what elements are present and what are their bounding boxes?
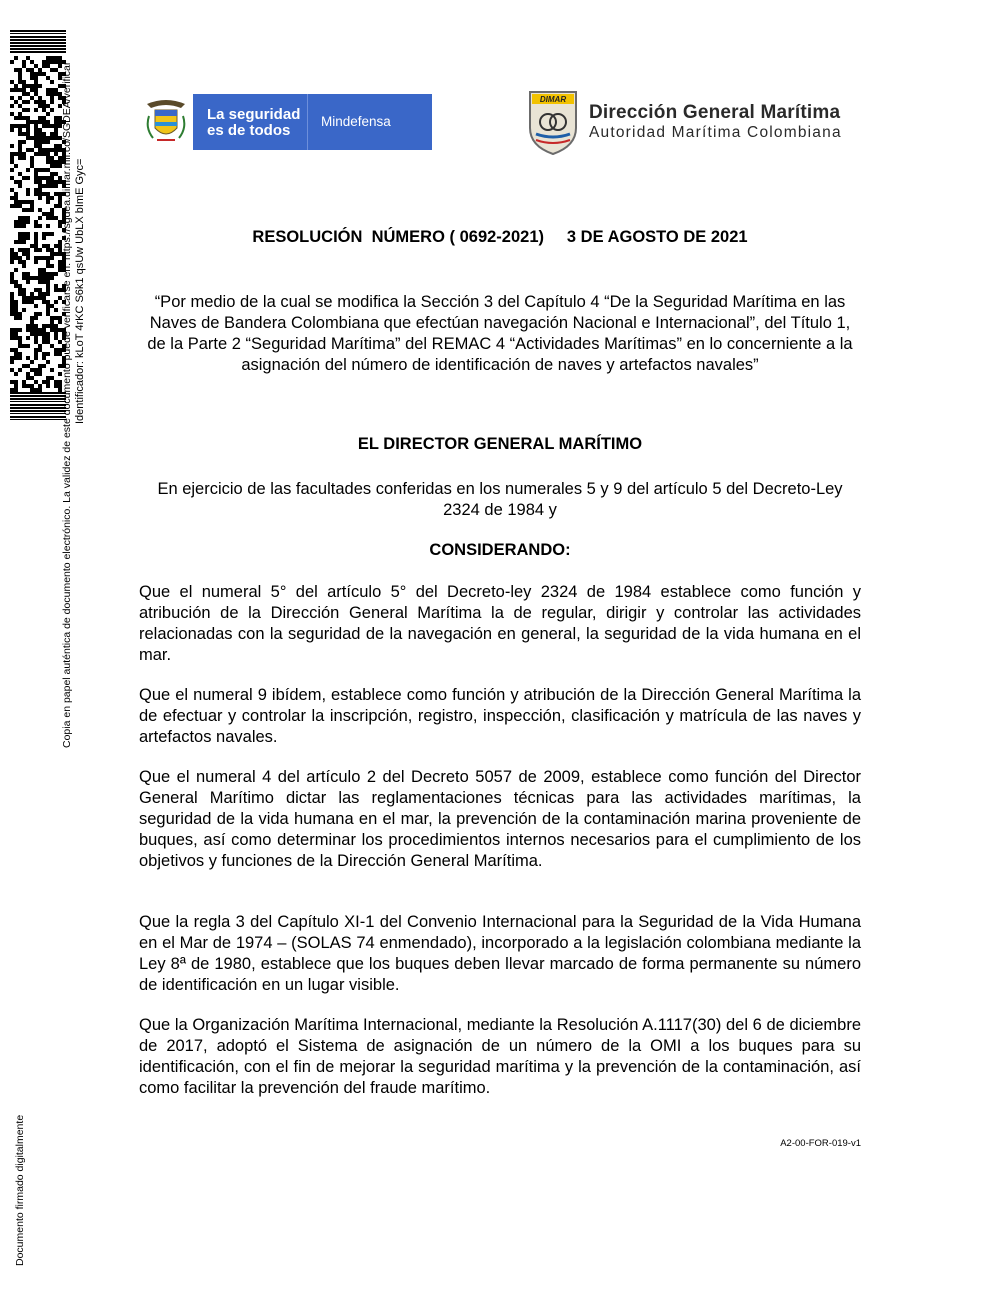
dimar-name: Dirección General Marítima (589, 102, 841, 123)
logo-divider (307, 94, 308, 150)
director-heading: EL DIRECTOR GENERAL MARÍTIMO (357, 435, 643, 453)
considering-paragraph: Que el numeral 5° del artículo 5° del Decreto-ley 2324 de 1984 establece como función y atribución de la Dirección General Marítima la de regular, dirigir y controlar las actividades relacionadas con la seguridad de la navegación en general, la seguridad de la vida humana en el mar. (139, 583, 861, 664)
considering-paragraph: Que la Organización Marítima Internacional, mediante la Resolución A.1117(30) del 6 de diciembre de 2017, adoptó el Sistema de asignación de un número de la OMI a los buques para su identificación, con el fin de mejorar la seguridad marítima y la prevención de la contaminación, así como facilitar la prevención del fraude marítimo. (139, 1016, 861, 1097)
government-logo (139, 94, 432, 150)
considering-paragraph: Que el numeral 4 del artículo 2 del Decreto 5057 de 2009, establece como función del Director General Marítimo dictar las reglamentaciones técnicas para las actividades marítimas, la seguridad de la vida humana en el mar, la prevención de la contaminación marina proveniente de buques, así como determinar los procedimientos internos necesarios para el cumplimiento de los objetivos y funciones de la Dirección General Marítima. (139, 768, 861, 870)
gov-logo-line1: La seguridad (207, 106, 301, 123)
document-identifier: Identificador: kLoT 4rKC S6k1 qsUw UbLX bImE Gyc= (74, 158, 86, 424)
resolution-subject: “Por medio de la cual se modifica la Sección 3 del Capítulo 4 “De la Seguridad Marítima en las Naves de Bandera Colombiana que efectúan navegación Nacional e Internacional”, del Título 1, de la Parte 2 “Seguridad Marítima” del REMAC 4 “Actividades Marítimas” en lo concerniente a la asignación del número de identificación de naves y artefactos navales” (147, 293, 853, 374)
document-barcode (10, 30, 66, 422)
considering-paragraph: Que el numeral 9 ibídem, establece como función y atribución de la Dirección General Marítima la de efectuar y controlar la inscripción, registro, inspección, clasificación y matrícula de las naves y artefactos navales. (139, 686, 861, 746)
ministry-name: Mindefensa (321, 114, 391, 129)
considering-paragraph: Que la regla 3 del Capítulo XI-1 del Convenio Internacional para la Seguridad de la Vida Humana en el Mar de 1974 – (SOLAS 74 enmendado), incorporado a la legislación colombiana mediante la Ley 8ª de 1980, establece que los buques deben llevar marcado de forma permanente su número de identificación en un lugar visible. (139, 913, 861, 994)
digitally-signed-notice: Documento firmado digitalmente (14, 1114, 26, 1266)
svg-text:DIMAR: DIMAR (539, 95, 567, 104)
colombia-coat-of-arms-icon (139, 94, 193, 150)
resolution-title: RESOLUCIÓN NÚMERO ( 0692-2021) 3 DE AGOSTO DE 2021 (252, 228, 748, 246)
authority-statement: En ejercicio de las facultades conferidas en los numerales 5 y 9 del artículo 5 del Decreto-Ley 2324 de 1984 y (157, 480, 843, 519)
form-code: A2-00-FOR-019-v1 (780, 1138, 861, 1149)
dimar-logo (526, 88, 866, 158)
copy-authenticity-notice: Copia en papel auténtica de documento electrónico. La validez de este documento puede verificarse en: https://sgdea.dimar.mil.co/SGDEA/verificar (61, 61, 73, 748)
dimar-subtitle: Autoridad Marítima Colombiana (589, 124, 842, 141)
dimar-emblem-icon (526, 88, 580, 156)
considering-heading: CONSIDERANDO: (429, 541, 571, 559)
gov-logo-line2: es de todos (207, 122, 291, 139)
